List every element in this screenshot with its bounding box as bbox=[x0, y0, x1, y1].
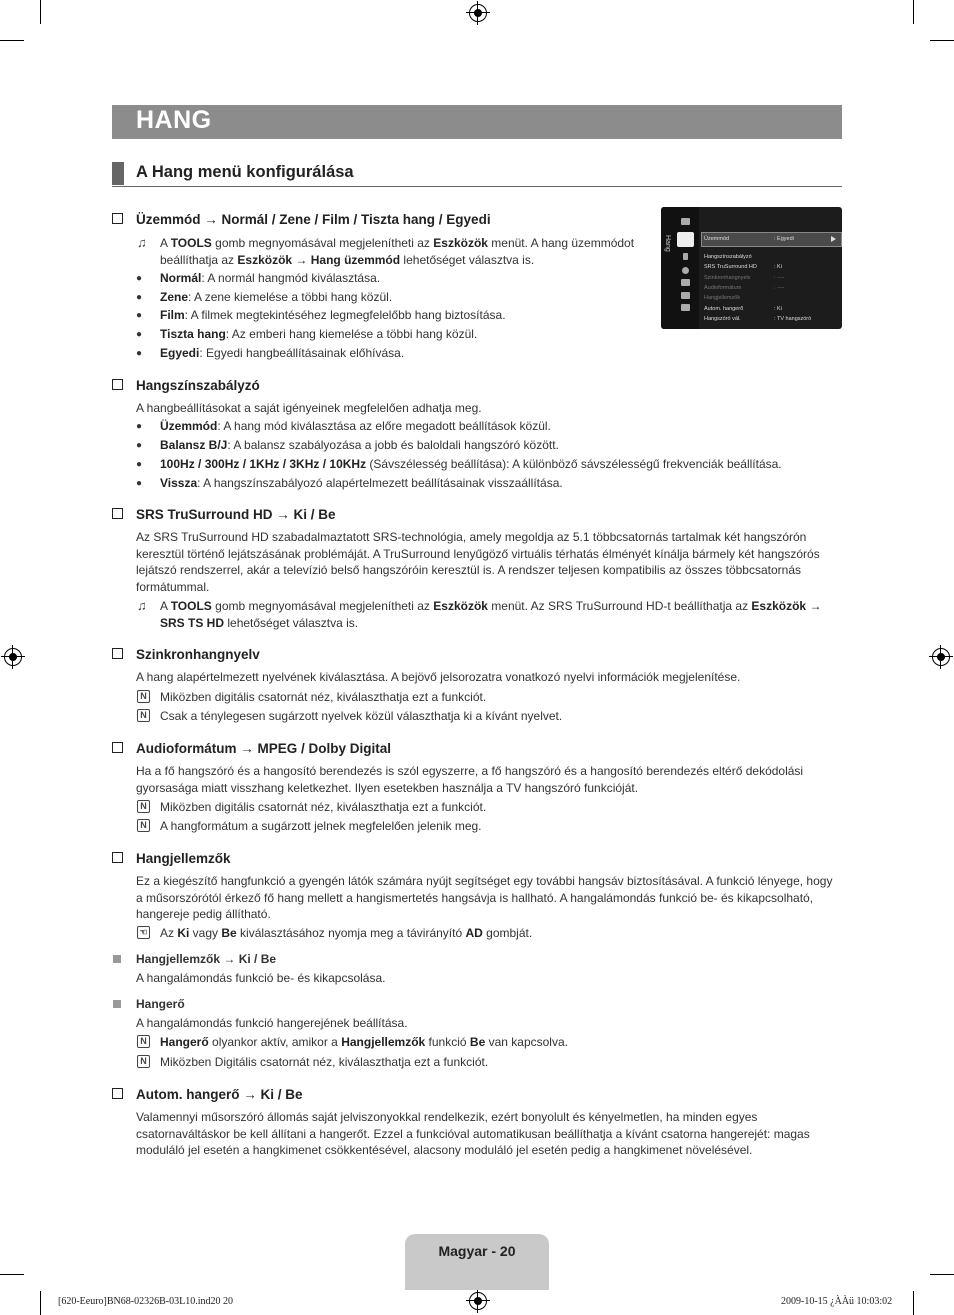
crop-mark bbox=[913, 1291, 914, 1315]
page-number-tab bbox=[405, 1234, 549, 1290]
tv-menu-side-label: Hang bbox=[664, 235, 671, 252]
tools-note: beállíthatja az Eszközök → Hang üzemmód lehetőséget választva is. bbox=[160, 253, 535, 267]
square-bullet-icon bbox=[113, 1000, 121, 1008]
page-title: HANG bbox=[136, 106, 212, 134]
checkbox-icon bbox=[112, 648, 123, 659]
tv-menu-row-label: Szinkronhangnyelv bbox=[704, 275, 751, 281]
tv-menu-row-label: Audioformátum bbox=[704, 285, 742, 291]
section-title: SRS TruSurround HD → Ki / Be bbox=[112, 507, 336, 522]
section-title: Szinkronhangnyelv bbox=[112, 647, 260, 662]
tools-note: SRS TS HD lehetőséget választva is. bbox=[160, 616, 359, 630]
subheading: A Hang menü konfigurálása bbox=[136, 163, 354, 181]
tv-menu-sidebar bbox=[661, 207, 699, 329]
section-title: Autom. hangerő → Ki / Be bbox=[112, 1087, 303, 1102]
picture-menu-icon bbox=[681, 218, 690, 225]
bullet-icon: ● bbox=[136, 310, 143, 321]
section-description: Ha a fő hangszóró és a hangosító berendezés is szól egyszerre, a fő hangszóró és a hangosító berendezés eltérő dekódolási gyorsasága miatt visszhang keletkezhet. Ilyen esetekben használja a TV hangszóró funkcióját. bbox=[136, 764, 804, 795]
tv-menu-row-value: : Ki bbox=[774, 264, 782, 270]
section-title: Üzemmód → Normál / Zene / Film / Tiszta hang / Egyedi bbox=[112, 212, 491, 227]
application-menu-icon bbox=[681, 292, 690, 299]
list-item: Üzemmód: A hang mód kiválasztása az előre megadott beállítások közül. bbox=[160, 419, 551, 433]
subheading-marker bbox=[112, 162, 124, 185]
section-description: Ez a kiegészítő hangfunkció a gyengén látók számára nyújt segítséget egy további hangsáv biztosításával. A funkció lényege, hogy a műsorszórótól érkező fő hang mellett a hangismertetés hangsávja is hallható. A hangalámondás funkció be- és kikapcsolható, hangereje pedig állítható. bbox=[136, 874, 833, 921]
tv-menu-row-value: : ---- bbox=[774, 275, 785, 281]
bullet-icon: ● bbox=[136, 292, 143, 303]
subsection-title: Hangerő bbox=[136, 997, 185, 1011]
list-item: 100Hz / 300Hz / 1KHz / 3KHz / 10KHz (Sávszélesség beállítása): A különböző sávszélességű frekvenciák beállítása. bbox=[160, 457, 782, 471]
note-icon: N bbox=[137, 819, 150, 832]
checkbox-icon bbox=[112, 508, 123, 519]
tv-menu-row-value: : Egyedi bbox=[774, 236, 794, 242]
note-text: Csak a ténylegesen sugárzott nyelvek közül választhatja ki a kívánt nyelvet. bbox=[160, 709, 563, 723]
tv-menu-row-label: Hangszínszabályzó bbox=[704, 254, 752, 260]
registration-mark-icon bbox=[4, 648, 22, 666]
setup-menu-icon bbox=[682, 267, 689, 274]
section-description: A hangbeállításokat a saját igényeinek megfelelően adhatja meg. bbox=[136, 401, 482, 415]
bullet-icon: ● bbox=[136, 348, 143, 359]
bullet-icon: ● bbox=[136, 440, 143, 451]
crop-mark bbox=[913, 0, 914, 24]
remote-note-icon: ☜ bbox=[137, 926, 150, 939]
checkbox-icon bbox=[112, 852, 123, 863]
list-item: Tiszta hang: Az emberi hang kiemelése a többi hang közül. bbox=[160, 327, 478, 341]
crop-mark bbox=[930, 1274, 954, 1275]
note-icon: N bbox=[137, 690, 150, 703]
list-item: Balansz B/J: A balansz szabályozása a jobb és baloldali hangszóró között. bbox=[160, 438, 559, 452]
page-number: Magyar - 20 bbox=[438, 1243, 516, 1259]
subsection-description: A hangalámondás funkció hangerejének beállítása. bbox=[136, 1016, 408, 1030]
section-title: Audioformátum → MPEG / Dolby Digital bbox=[112, 741, 391, 756]
note-icon: N bbox=[137, 1055, 150, 1068]
list-item: Film: A filmek megtekintéséhez legmegfelelőbb hang biztosítása. bbox=[160, 308, 506, 322]
list-item: Zene: A zene kiemelése a többi hang közül. bbox=[160, 290, 393, 304]
tools-icon: ♫ bbox=[137, 598, 147, 613]
tv-menu-row-value: : ---- bbox=[774, 285, 785, 291]
list-item: Normál: A normál hangmód kiválasztása. bbox=[160, 271, 381, 285]
section-title: Hangjellemzők bbox=[112, 851, 231, 866]
print-info-right: 2009-10-15 ¿ÀÀü 10:03:02 bbox=[781, 1296, 893, 1307]
note-text: Miközben digitális csatornát néz, kiválaszthatja ezt a funkciót. bbox=[160, 690, 487, 704]
bullet-icon: ● bbox=[136, 478, 143, 489]
sound-menu-icon bbox=[677, 232, 694, 247]
bullet-icon: ● bbox=[136, 329, 143, 340]
tv-menu-row-label: SRS TruSurround HD bbox=[704, 264, 757, 270]
list-item: Egyedi: Egyedi hangbeállításainak előhívása. bbox=[160, 346, 405, 360]
registration-mark-icon bbox=[469, 4, 487, 22]
print-info-left: [620-Eeuro]BN68-02326B-03L10.ind20 20 bbox=[58, 1296, 233, 1307]
bullet-icon: ● bbox=[136, 459, 143, 470]
input-menu-icon bbox=[681, 279, 690, 286]
section-title: Hangszínszabályzó bbox=[112, 378, 260, 393]
tv-menu-screenshot bbox=[661, 207, 842, 329]
tools-icon: ♫ bbox=[137, 235, 147, 250]
tv-menu-row-value: : Ki bbox=[774, 306, 782, 312]
checkbox-icon bbox=[112, 379, 123, 390]
note-text: Miközben Digitális csatornát néz, kiválaszthatja ezt a funkciót. bbox=[160, 1055, 489, 1069]
subsection-title: Hangjellemzők → Ki / Be bbox=[136, 952, 277, 966]
crop-mark bbox=[40, 1291, 41, 1315]
note-text: A hangformátum a sugárzott jelnek megfelelően jelenik meg. bbox=[160, 819, 482, 833]
channel-menu-icon bbox=[683, 253, 688, 260]
note-icon: N bbox=[137, 800, 150, 813]
registration-mark-icon bbox=[932, 648, 950, 666]
tv-menu-row-label: Üzemmód bbox=[704, 236, 730, 242]
note-text: Miközben digitális csatornát néz, kiválaszthatja ezt a funkciót. bbox=[160, 800, 487, 814]
list-item: Vissza: A hangszínszabályozó alapértelmezett beállításainak visszaállítása. bbox=[160, 476, 563, 490]
note-icon: N bbox=[137, 1035, 150, 1048]
tv-menu-row-value: : TV hangszóró bbox=[774, 316, 812, 322]
section-description: Valamennyi műsorszóró állomás saját jelviszonyokkal rendelkezik, ezért bonyolult és kényelmetlen, ha minden egyes csatornaváltáskor be kell állítani a hangerőt. Ezzel a funkcióval automatikusan beállíthatja a kívánt csatorna hangerejét: magas moduláló jel esetén a hangkimenet csökkentésével, alacsony moduláló jel esetén pedig a hangkimenet növelésével. bbox=[136, 1110, 810, 1157]
section-description: Az SRS TruSurround HD szabadalmaztatott SRS-technológia, amely megoldja az 5.1 többcsatornás tartalmak két hangszórón keresztül történő lejátszásának problémáját. A TruSurround lenyűgöző virtuális térhatás élményét kínálja bármely két hangszórós lejátszó rendszerrel, akár a televízió belső hangszóróin keresztül is. A rendszer teljesen kompatibilis az összes többcsatornás formátummal. bbox=[136, 530, 820, 594]
checkbox-icon bbox=[112, 742, 123, 753]
crop-mark bbox=[930, 40, 954, 41]
subheading-bar bbox=[112, 162, 842, 187]
crop-mark bbox=[0, 40, 24, 41]
checkbox-icon bbox=[112, 213, 123, 224]
section-description: A hang alapértelmezett nyelvének kiválasztása. A bejövő jelsorozatra vonatkozó nyelvi információk megjelenítése. bbox=[136, 670, 741, 684]
bullet-icon: ● bbox=[136, 421, 143, 432]
tv-menu-row-label: Autom. hangerő bbox=[704, 306, 744, 312]
remote-note: Az Ki vagy Be kiválasztásához nyomja meg a távirányító AD gombját. bbox=[160, 926, 533, 940]
tools-note: A TOOLS gomb megnyomásával megjelenítheti az Eszközök menüt. Az SRS TruSurround HD-t beállíthatja az Eszközök → bbox=[160, 599, 822, 613]
page-title-bar bbox=[112, 105, 842, 139]
bullet-icon: ● bbox=[136, 273, 143, 284]
checkbox-icon bbox=[112, 1088, 123, 1099]
square-bullet-icon bbox=[113, 955, 121, 963]
tv-menu-row-label: Hangszóró vál. bbox=[704, 316, 741, 322]
crop-mark bbox=[40, 0, 41, 24]
registration-mark-icon bbox=[469, 1292, 487, 1310]
note-icon: N bbox=[137, 709, 150, 722]
subsection-description: A hangalámondás funkció be- és kikapcsolása. bbox=[136, 971, 386, 985]
support-menu-icon bbox=[681, 304, 690, 311]
crop-mark bbox=[0, 1274, 24, 1275]
note-text: Hangerő olyankor aktív, amikor a Hangjellemzők funkció Be van kapcsolva. bbox=[160, 1035, 568, 1049]
arrow-right-icon bbox=[831, 236, 836, 242]
tools-note: A TOOLS gomb megnyomásával megjelenítheti az Eszközök menüt. A hang üzemmódot bbox=[160, 236, 635, 250]
tv-menu-row-label: Hangjellemzők bbox=[704, 295, 741, 301]
